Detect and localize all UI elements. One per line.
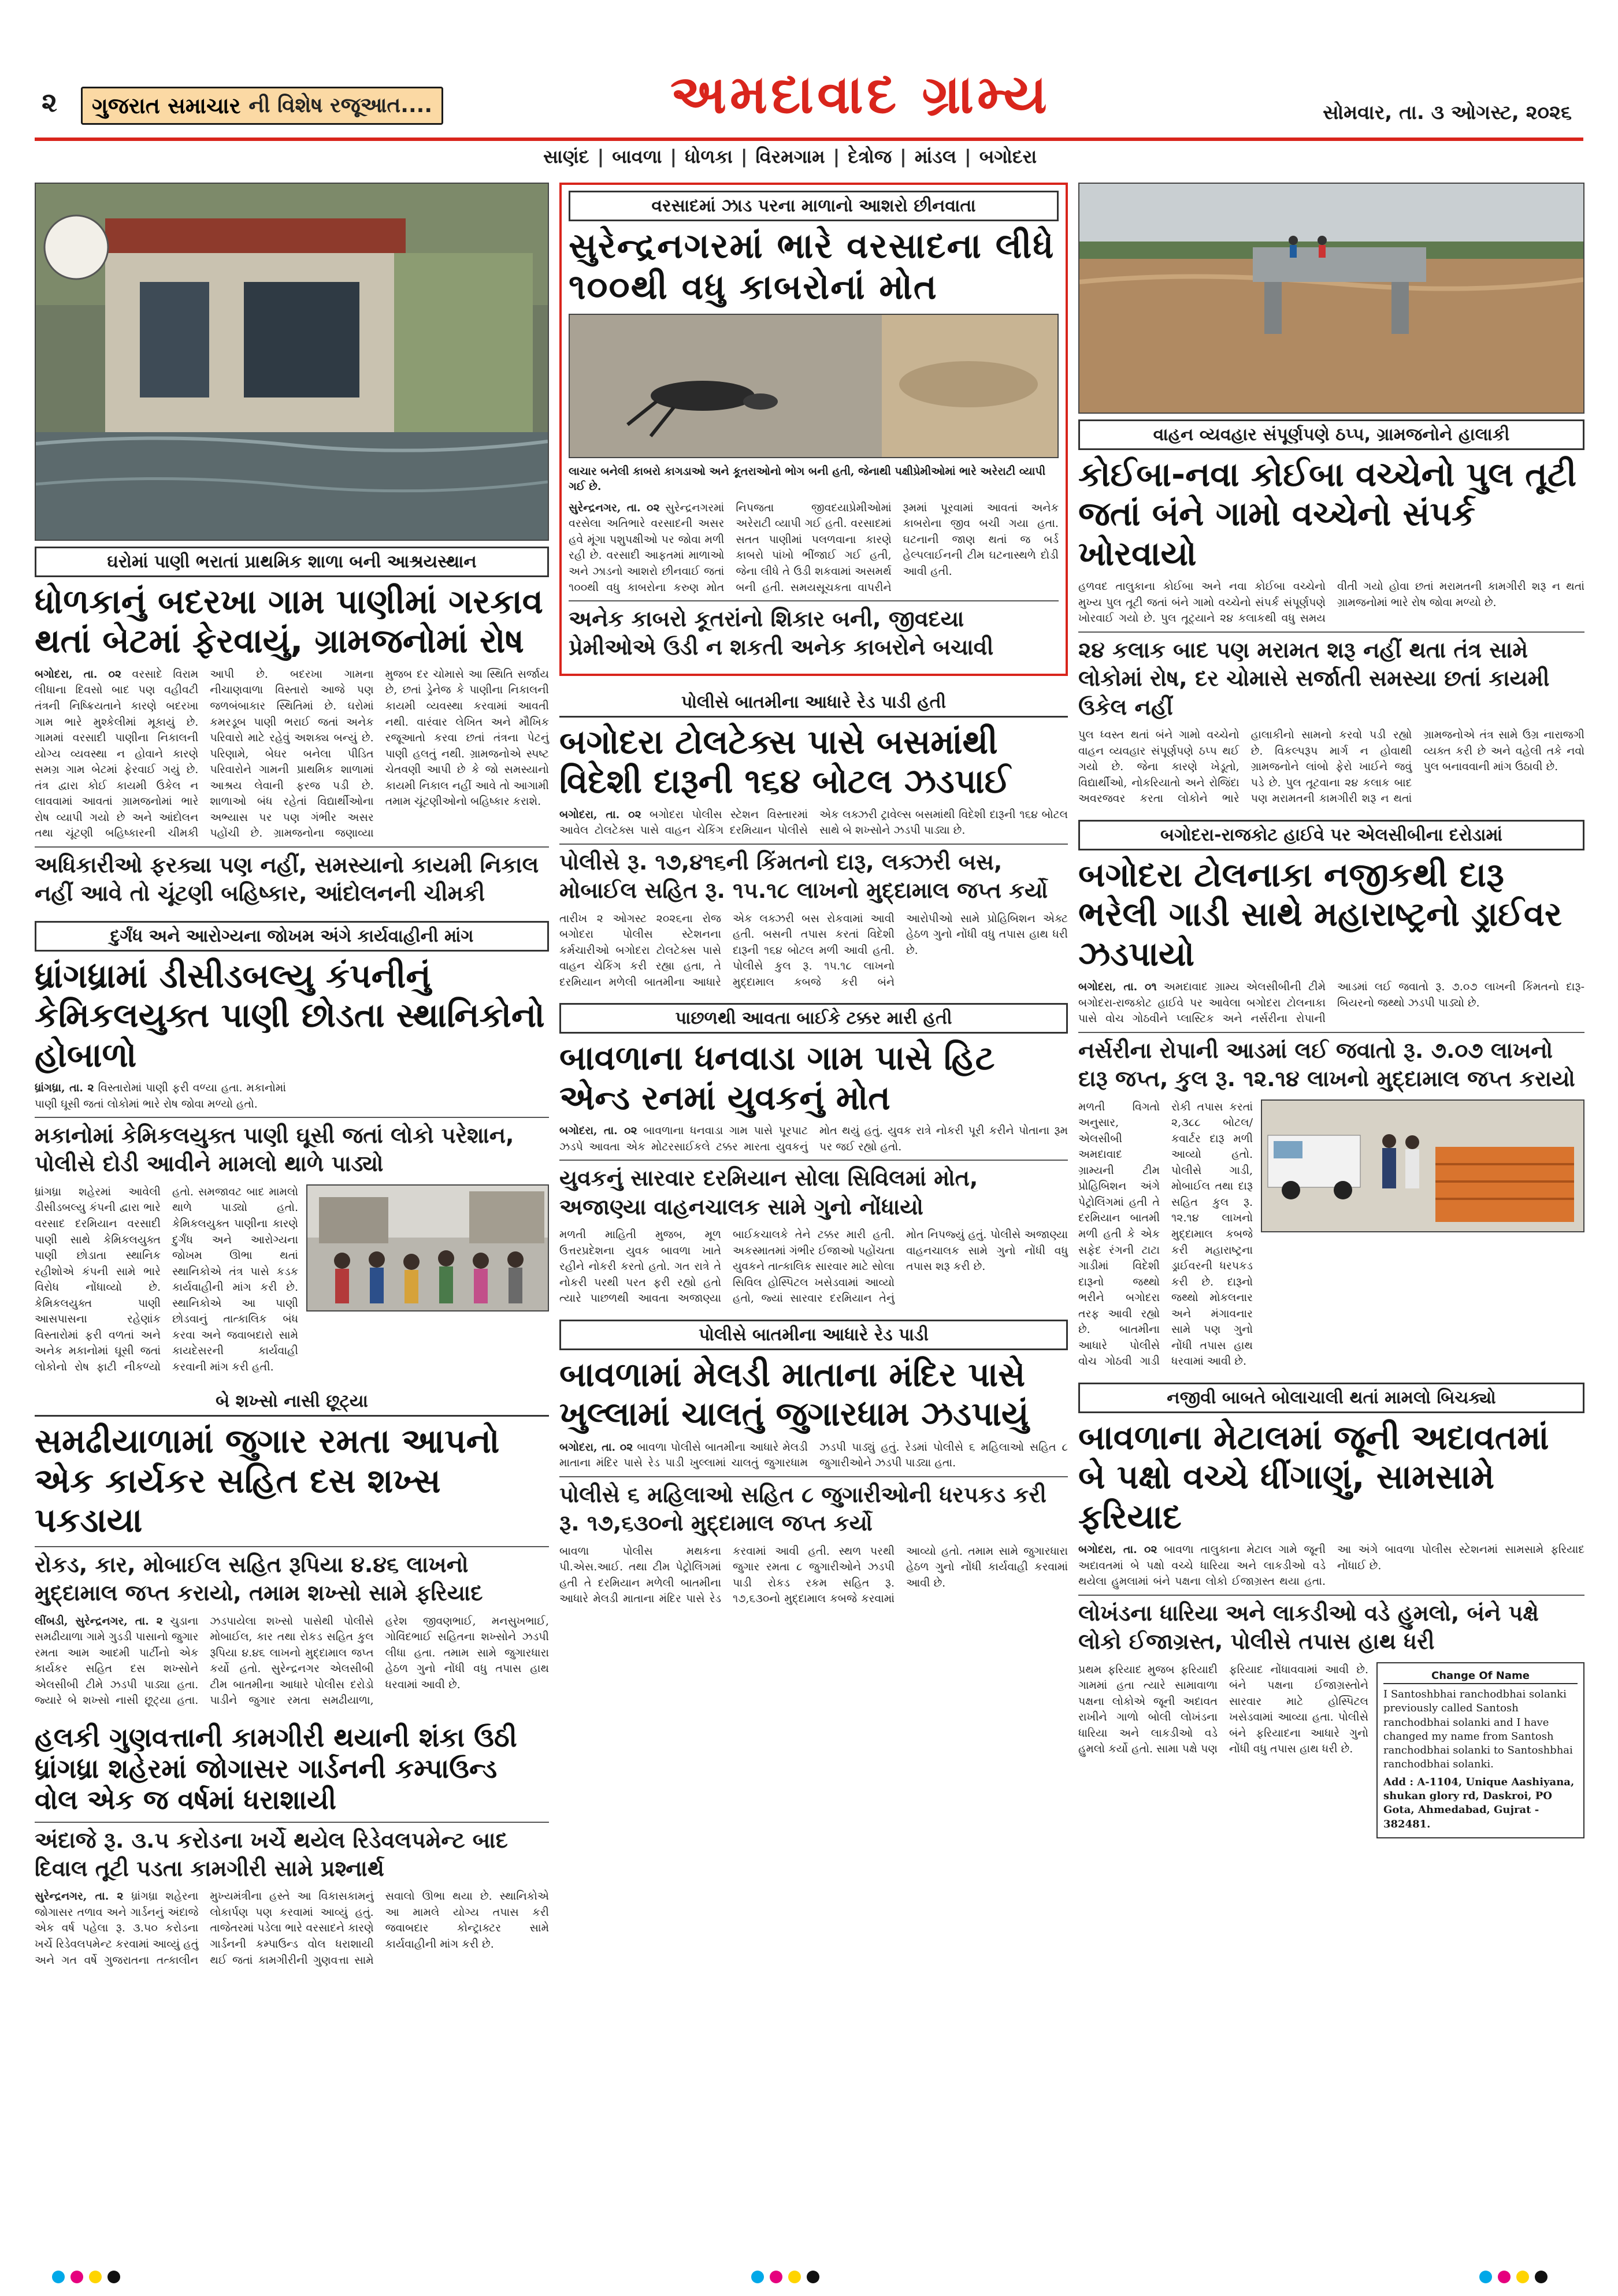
subhead: મકાનોમાં કેમિકલયુક્ત પાણી ઘૂસી જતાં લોકો પરેશાન, પોલીસે દોડી આવીને મામલો થાળે પાડ્યો <box>35 1117 549 1179</box>
article-text: હળવદ તાલુકાના કોઈબા અને નવા કોઈબા વચ્ચેનો મુખ્ય પુલ તૂટી જતાં બંને ગામો વચ્ચેનો સંપર્ક સંપૂર્ણપણે ખોરવાઈ ગયો છે. પુલ તૂટ્યાને ૨૪ કલાકથી વધુ સમય વીતી ગયો હોવા છતાં મરામતની કામગીરી શરૂ ન થતાં ગ્રામજનોમાં ભારે રોષ જોવા મળ્યો છે. <box>1078 580 1584 625</box>
left-column <box>35 183 549 1981</box>
town-sanand: સાણંદ <box>543 146 589 168</box>
masthead <box>0 0 1618 133</box>
article-text: મળતી માહિતી મુજબ, મૂળ ઉત્તરપ્રદેશના યુવક બાવળા ખાતે રહીને નોકરી કરતો હતો. ગત રાત્રે તે નોકરી પરથી પરત ફરી રહ્યો હતો ત્યારે પાછળથી આવતા અજાણ્યા બાઈકચાલકે તેને ટક્કર મારી હતી. અકસ્માતમાં ગંભીર ઈજાઓ પહોંચતા યુવકને તાત્કાલિક સારવાર માટે સોલા સિવિલ હોસ્પિટલ ખસેડવામાં આવ્યો હતો, જ્યાં સારવાર દરમિયાન તેનું મોત નિપજ્યું હતું. પોલીસે અજાણ્યા વાહનચાલક સામે ગુનો નોંધી વધુ તપાસ શરૂ કરી છે. <box>559 1228 1068 1305</box>
article-text: મળતી વિગતો અનુસાર, એલસીબી અમદાવાદ ગ્રામ્યની ટીમ પ્રોહિબિશન અંગે પેટ્રોલિંગમાં હતી તે દરમિયાન બાતમી મળી હતી કે એક સફેદ રંગની ટાટા ગાડીમાં વિદેશી દારૂનો જથ્થો ભરીને બગોદરા તરફ આવી રહ્યો છે. બાતમીના આધારે પોલીસે વોચ ગોઠવી ગાડી રોકી તપાસ કરતાં ૨,૩૮૮ બોટલ/કવાર્ટર દારૂ મળી આવ્યો હતો. પોલીસે ગાડી, મોબાઈલ તથા દારૂ સહિત કુલ રૂ. ૧૨.૧૪ લાખનો મુદ્દામાલ કબજે કરી મહારાષ્ટ્રના ડ્રાઈવરની ધરપકડ કરી છે. દારૂનો જથ્થો મોકલનાર અને મંગાવનાર સામે પણ ગુનો નોંધી તપાસ હાથ ધરવામાં આવી છે. <box>1078 1100 1253 1368</box>
registration-dot <box>788 2271 801 2283</box>
kicker: પોલીસે બાતમીના આધારે રેડ પાડી હતી <box>559 689 1068 718</box>
article-body <box>559 1544 1068 1607</box>
dcw-chemical-story <box>35 921 549 1376</box>
subhead: યુવકનું સારવાર દરમિયાન સોલા સિવિલમાં મોત, અજાણ્યા વાહનચાલક સામે ગુનો નોંધાયો <box>559 1160 1068 1221</box>
article-intro <box>559 807 1068 839</box>
print-marks-right <box>1479 2271 1548 2283</box>
kicker: વરસાદમાં ઝાડ પરના માળાનો આશરો છીનવાતા <box>569 191 1059 221</box>
dhanwada-hit-and-run-story <box>559 1003 1068 1306</box>
dateline: સુરેન્દ્રનગર, તા. ૨ <box>35 1890 124 1903</box>
town-bavla: | બાવળા <box>589 146 662 168</box>
right-column <box>1078 183 1584 1838</box>
notice-address: Add : A-1104, Unique Aashiyana, shukan glory rd, Daskroi, PO Gota, Ahmedabad, Gujrat - 382481. <box>1383 1775 1575 1830</box>
bagodara-toll-liquor-story <box>1078 820 1584 1370</box>
registration-dot <box>751 2271 764 2283</box>
article-body <box>569 500 1059 596</box>
crowd-illustration <box>307 1186 548 1310</box>
registration-dot <box>1498 2271 1511 2283</box>
subhead: પોલીસે ૬ મહિલાઓ સહિત ૮ જુગારીઓની ધરપકડ કરી રૂ. ૧૭,૬૩૦નો મુદ્દામાલ જપ્ત કર્યો <box>559 1476 1068 1538</box>
headline: સમઢીયાળામાં જુગાર રમતા આપનો એક કાર્યકર સહિત દસ શખ્સ પકડાયા <box>35 1421 500 1540</box>
koiba-bridge-story <box>1078 183 1584 807</box>
notice-text: I Santoshbhai ranchodbhai solanki previously called Santosh ranchodbhai solanki and I have changed my name from Santosh ranchodbhai solanki to Santoshbhai ranchodbhai solanki. <box>1383 1688 1573 1771</box>
headline: બાવળામાં મેલડી માતાના મંદિર પાસે ખુલ્લામાં ચાલતું જુગારધામ ઝડપાયું <box>559 1354 1029 1434</box>
kicker: બે શખ્સો નાસી છૂટ્યા <box>35 1388 549 1417</box>
article-intro <box>1078 1542 1584 1590</box>
town-dholka: | ધોળકા <box>662 146 733 168</box>
registration-dot <box>52 2271 65 2283</box>
brand-logo: ગુજરાત સમાચાર <box>92 92 241 118</box>
article-body <box>559 911 1068 991</box>
headline: બગોદરા ટોલનાકા નજીકથી દારૂ ભરેલી ગાડી સાથે મહારાષ્ટ્રનો ડ્રાઈવર ઝડપાયો <box>1078 855 1562 974</box>
article-body <box>35 667 549 842</box>
article-intro <box>559 1440 1068 1472</box>
subhead: રોકડ, કાર, મોબાઈલ સહિત રૂપિયા ૪.૪૬ લાખનો મુદ્દામાલ જપ્ત કરાયો, તમામ શખ્સો સામે ફરિયાદ <box>35 1546 549 1608</box>
dateline: લીંબડી, સુરેન્દ્રનગર, તા. ૨ <box>35 1614 163 1628</box>
article-intro <box>559 1123 1068 1155</box>
article-body <box>1078 1099 1253 1370</box>
brand-tag: ની વિશેષ રજૂઆત.... <box>248 94 433 117</box>
kicker: પાછળથી આવતા બાઈકે ટક્કર મારી હતી <box>559 1003 1068 1034</box>
birds-death-story <box>559 183 1068 676</box>
article-text: પુલ ધ્વસ્ત થતાં બંને ગામો વચ્ચેનો વાહન વ્યવહાર સંપૂર્ણપણે ઠપ્પ થઈ ગયો છે. જેના કારણે ખેડૂતો, વિદ્યાર્થીઓ, નોકરિયાતો અને રોજિંદા અવરજવર કરતા લોકોને ભારે હાલાકીનો સામનો કરવો પડી રહ્યો છે. વિકલ્પરૂપ માર્ગ ન હોવાથી ગ્રામજનોને લાંબો ફેરો ખાઈને જવું પડે છે. પુલ તૂટવાના ૨૪ કલાક બાદ પણ મરામતની કામગીરી શરૂ ન થતાં ગ્રામજનોએ તંત્ર સામે ઉગ્ર નારાજગી વ્યક્ત કરી છે અને વહેલી તકે નવો પુલ બનાવવાની માંગ ઉઠાવી છે. <box>1078 729 1584 805</box>
article-body <box>35 1889 549 1968</box>
edition-title: અમદાવાદ ગ્રામ્ય <box>670 64 1051 125</box>
notice-title: Change Of Name <box>1383 1669 1578 1684</box>
photo-caption: લાચાર બનેલી કાબરો કાગડાઓ અને કૂતરાઓનો ભોગ બની હતી, જેનાથી પક્ષીપ્રેમીઓમાં ભારે અરેરાટી વ્યાપી ગઈ છે. <box>569 465 1046 493</box>
headline: હલકી ગુણવત્તાની કામગીરી થયાની શંકા ઉઠી ધ્રાંગધ્રા શહેરમાં જોગાસર ગાર્ડનની કમ્પાઉન્ડ વોલ એક જ વર્ષમાં ધરાશાયી <box>35 1721 517 1816</box>
subhead: અનેક કાબરો કૂતરાંનો શિકાર બની, જીવદયા પ્રેમીઓએ ઉડી ન શકતી અનેક કાબરોને બચાવી <box>569 600 1059 662</box>
article-text: બાવળા તાલુકાના મેટાલ ગામે જૂની અદાવતમાં બે પક્ષો વચ્ચે ધારિયા અને લાકડીઓ વડે થયેલા હુમલામાં બંને પક્ષના લોકો ઈજાગ્રસ્ત થયા હતા. આ અંગે બાવળા પોલીસ સ્ટેશનમાં સામસામે ફરિયાદ નોંધાઈ છે. <box>1078 1543 1584 1588</box>
registration-dot <box>1516 2271 1529 2283</box>
kicker: પોલીસે બાતમીના આધારે રેડ પાડી <box>559 1320 1068 1350</box>
seized-liquor-photo <box>1261 1099 1584 1232</box>
article-intro <box>1078 979 1584 1027</box>
registration-dot <box>807 2271 819 2283</box>
registration-dot <box>89 2271 102 2283</box>
article-text: સુરેન્દ્રનગરમાં વરસેલા અતિભારે વરસાદની અસર હવે મૂંગા પશુપક્ષીઓ પર જોવા મળી રહી છે. વરસાદી આફતમાં માળાઓ અને ઝાડનો આશરો છીનવાઈ જતાં ૧૦૦થી વધુ કાબરોના કરુણ મોત નિપજતા જીવદયાપ્રેમીઓમાં અરેરાટી વ્યાપી ગઈ હતી. વરસાદમાં સતત પાણીમાં પલળવાના કારણે કાબરો પાંખો ભીંજાઈ ગઈ હતી, જેના લીધે તે ઉડી શકવામાં અસમર્થ બની હતી. સમયસૂચકતા વાપરીને રૂમમાં પૂરવામાં આવતાં અનેક કાબરોના જીવ બચી ગયા હતા. ઘટનાની જાણ થતાં જ બર્ડ હેલ્પલાઈનની ટીમ ઘટનાસ્થળે દોડી આવી હતી. <box>569 501 1059 594</box>
badarkha-flood-story <box>35 183 549 908</box>
town-detroj: | દેત્રોજ <box>825 146 892 168</box>
kicker: ઘરોમાં પાણી ભરાતાં પ્રાથમિક શાળા બની આશ્રયસ્થાન <box>35 547 549 577</box>
headline: ધોળકાનું બદરખા ગામ પાણીમાં ગરકાવ થતાં બેટમાં ફેરવાયું, ગ્રામજનોમાં રોષ <box>35 582 543 661</box>
article-body <box>1078 1662 1368 1758</box>
headline: બાવળાના મેટાલમાં જૂની અદાવતમાં બે પક્ષો વચ્ચે ધીંગાણું, સામસામે ફરિયાદ <box>1078 1417 1549 1536</box>
article-intro <box>1078 579 1584 627</box>
jogasar-wall-story <box>35 1722 549 1968</box>
page-number: ૨ <box>42 87 58 118</box>
registration-dot <box>1479 2271 1492 2283</box>
article-text: પ્રથમ ફરિયાદ મુજબ ફરિયાદી ગામમાં હતા ત્યારે સામાવાળા પક્ષના લોકોએ જૂની અદાવત રાખીને ગાળો બોલી લોખંડના ધારિયા અને લાકડીઓ વડે હુમલો કર્યો હતો. સામા પક્ષે પણ ફરિયાદ નોંધાવવામાં આવી છે. બંને પક્ષના ઈજાગ્રસ્તોને સારવાર માટે હોસ્પિટલ ખસેડવામાં આવ્યા હતા. પોલીસે બંને ફરિયાદના આધારે ગુનો નોંધી વધુ તપાસ હાથ ધરી છે. <box>1078 1663 1368 1756</box>
change-of-name-notice <box>1376 1662 1584 1838</box>
headline: ધ્રાંગધ્રામાં ડીસીડબલ્યુ કંપનીનું કેમિકલયુક્ત પાણી છોડતા સ્થાનિકોનો હોબાળો <box>35 956 545 1075</box>
headline: બાવળાના ધનવાડા ગામ પાસે હિટ એન્ડ રનમાં યુવકનું મોત <box>559 1038 995 1117</box>
masthead-rule <box>35 138 1583 141</box>
kicker: દુર્ગંધ અને આરોગ્યના જોખમ અંગે કાર્યવાહીની માંગ <box>35 921 549 952</box>
kicker: વાહન વ્યવહાર સંપૂર્ણપણે ઠપ્પ, ગ્રામજનોને હાલાકી <box>1078 419 1584 450</box>
town-viramgam: | વિરમગામ <box>733 146 825 168</box>
article-text: વરસાદે વિરામ લીધાના દિવસો બાદ પણ વહીવટી તંત્રની નિષ્ક્રિયતાને કારણે બદરખા ગામ ભારે મુશ્કેલીમાં મૂકાયું છે. ગામમાં વરસાદી પાણીના નિકાલની યોગ્ય વ્યવસ્થા ન હોવાને કારણે સમગ્ર ગામ બેટમાં ફેરવાઈ ગયું છે. તંત્ર દ્વારા કોઈ કાયમી ઉકેલ ન લાવવામાં આવતાં ગ્રામજનોમાં ભારે રોષ વ્યાપી ગયો છે અને આંદોલન તથા ચૂંટણી બહિષ્કારની ચીમકી આપી છે. બદરખા ગામના નીચાણવાળા વિસ્તારો આજે પણ જળબંબાકાર સ્થિતિમાં છે. ઘરોમાં કમરડૂબ પાણી ભરાઈ જતાં અનેક પરિવારો માટે રહેવું અશક્ય બન્યું છે. પરિણામે, બેઘર બનેલા પીડિત પરિવારોને ગામની પ્રાથમિક શાળામાં આશ્રય લેવાની ફરજ પડી છે. શાળાઓ બંધ રહેતાં વિદ્યાર્થીઓના અભ્યાસ પર પણ ગંભીર અસર પહોંચી છે. ગ્રામજનોના જણાવ્યા મુજબ દર ચોમાસે આ સ્થિતિ સર્જાય છે, છતાં ડ્રેનેજ કે પાણીના નિકાલની કાયમી વ્યવસ્થા કરવામાં આવતી નથી. વારંવાર લેખિત અને મૌખિક રજૂઆતો કરવા છતાં તંત્રના પેટનું પાણી હલતું નથી. ગ્રામજનોએ સ્પષ્ટ ચેતવણી આપી છે કે જો સમસ્યાનો કાયમી નિકાલ નહીં આવે તો આગામી તમામ ચૂંટણીઓનો બહિષ્કાર કરાશે. <box>35 667 549 840</box>
bagodara-liquor-bus-story <box>559 689 1068 990</box>
headline: કોઈબા-નવા કોઈબા વચ્ચેનો પુલ તૂટી જતાં બંને ગામો વચ્ચેનો સંપર્ક ખોરવાયો <box>1078 455 1577 573</box>
dateline: બગોદરા, તા. ૦૨ <box>559 808 641 821</box>
subhead: ૨૪ કલાક બાદ પણ મરામત શરૂ નહીં થતા તંત્ર સામે લોકોમાં રોષ, દર ચોમાસે સર્જાતી સમસ્યા છતાં કાયમી ઉકેલ નહીં <box>1078 631 1584 722</box>
towns-bar <box>543 146 1037 168</box>
article-text: ધ્રાંગધ્રા શહેરમાં આવેલી ડીસીડબલ્યુ કંપની દ્વારા ભારે વરસાદ દરમિયાન વરસાદી પાણી સાથે કેમિકલયુક્ત પાણી છોડાતા સ્થાનિક રહીશોએ કંપની સામે ભારે વિરોધ નોંધાવ્યો છે. કેમિકલયુક્ત પાણી આસપાસના રહેણાંક વિસ્તારોમાં ફરી વળતાં અને અનેક મકાનોમાં ઘૂસી જતાં લોકોનો રોષ ફાટી નીકળ્યો હતો. સમજાવટ બાદ મામલો થાળે પાડ્યો હતો. કેમિકલયુક્ત પાણીના કારણે દુર્ગંધ અને આરોગ્યના જોખમ ઊભા થતાં સ્થાનિકોએ તંત્ર પાસે કડક કાર્યવાહીની માંગ કરી છે. સ્થાનિકોએ આ પાણી છોડવાનું તાત્કાલિક બંધ કરવા અને જવાબદારો સામે કાયદેસરની કાર્યવાહી કરવાની માંગ કરી હતી. <box>35 1185 298 1373</box>
dateline: બગોદરા, તા. ૦૨ <box>35 667 122 681</box>
broken-bridge-photo <box>1078 183 1584 414</box>
article-body <box>559 1227 1068 1307</box>
dateline: બગોદરા, તા. ૦૨ <box>1078 1543 1157 1556</box>
headline: બગોદરા ટોલટેક્સ પાસે બસમાંથી વિદેશી દારૂની ૧૬૪ બોટલ ઝડપાઈ <box>559 722 1011 801</box>
print-marks-center <box>751 2271 819 2283</box>
kicker: બગોદરા-રાજકોટ હાઈવે પર એલસીબીના દરોડામાં <box>1078 820 1584 850</box>
town-bagodara: | બગોદરા <box>956 146 1037 168</box>
article-text: ચુડાના સમઢીયાળા ગામે ગુડડી પાસાનો જુગાર રમતા આમ આદમી પાર્ટીનો એક કાર્યકર સહિત દસ શખ્સોને એલસીબી ટીમે ઝડપી પાડ્યા હતા. જ્યારે બે શખ્સો નાસી છૂટ્યા હતા. ઝડપાયેલા શખ્સો પાસેથી પોલીસે મોબાઈલ, કાર તથા રોકડ સહિત કુલ રૂપિયા ૪.૪૬ લાખનો મુદ્દામાલ જપ્ત કર્યો હતો. સુરેન્દ્રનગર એલસીબી ટીમ બાતમીના આધારે પોલીસ દરોડો પાડીને જુગાર રમતા સમઢીયાળા, હરેશ જીવણભાઈ, મનસુખભાઈ, ગોવિંદભાઈ સહિતના શખ્સોને ઝડપી લીધા હતા. તમામ સામે જુગારધારા હેઠળ ગુનો નોંધી વધુ તપાસ હાથ ધરવામાં આવી છે. <box>35 1614 549 1707</box>
bavla-gambling-den-story <box>559 1320 1068 1607</box>
dateline: બગોદરા, તા. ૦૨ <box>559 1440 633 1454</box>
dead-birds-illustration <box>570 315 1059 457</box>
dateline: બગોદરા, તા. ૦૨ <box>559 1124 637 1138</box>
headline: સુરેન્દ્રનગરમાં ભારે વરસાદના લીધે ૧૦૦થી વધુ કાબરોનાં મોત <box>569 226 1055 307</box>
article-text: બાવળા પોલીસે બાતમીના આધારે મેલડી માતાના મંદિર પાસે રેડ પાડી ખુલ્લામાં ચાલતું જુગારધામ ઝડપી પાડ્યું હતું. રેડમાં પોલીસે ૬ મહિલાઓ સહિત ૮ જુગારીઓને ઝડપી પાડ્યા હતા. <box>559 1440 1068 1470</box>
subhead: નર્સરીના રોપાની આડમાં લઈ જવાતો રૂ. ૭.૦૭ લાખનો દારૂ જપ્ત, કુલ રૂ. ૧૨.૧૪ લાખનો મુદ્દામાલ જપ્ત કરાયો <box>1078 1032 1584 1094</box>
crowd-photo <box>306 1184 549 1312</box>
dateline: બગોદરા, તા. ૦૧ <box>1078 980 1157 994</box>
article-body <box>1078 727 1584 807</box>
registration-dot <box>770 2271 782 2283</box>
article-text: વિસ્તારોમાં પાણી ફરી વળ્યા હતા. મકાનોમાં પાણી ઘૂસી જતાં લોકોમાં ભારે રોષ જોવા મળ્યો હતો. <box>35 1081 286 1110</box>
school-flood-illustration <box>36 184 548 540</box>
subhead: અંદાજે રૂ. ૩.૫ કરોડના ખર્ચે થયેલ રિડેવલપમેન્ટ બાદ દિવાલ તૂટી પડતા કામગીરી સામે પ્રશ્નાર્થ <box>35 1822 549 1883</box>
school-flood-photo <box>35 183 549 541</box>
registration-dot <box>107 2271 120 2283</box>
article-body <box>35 1184 298 1376</box>
dead-birds-photo <box>569 314 1059 458</box>
registration-dot <box>1535 2271 1548 2283</box>
subhead: અધિકારીઓ ફરક્યા પણ નહીં, સમસ્યાનો કાયમી નિકાલ નહીં આવે તો ચૂંટણી બહિષ્કાર, આંદોલનની ચીમકી <box>35 846 549 908</box>
broken-bridge-illustration <box>1079 184 1583 413</box>
dateline: ધ્રાંગધ્રા, તા. ૨ <box>35 1081 94 1094</box>
seized-liquor-illustration <box>1262 1101 1583 1231</box>
dateline: સુરેન્દ્રનગર, તા. ૦૨ <box>569 501 660 514</box>
article-text: બાવળાના ધનવાડા ગામ પાસે પૂરપાટ ઝડપે આવતા એક મોટરસાઈકલે ટક્કર મારતા યુવકનું મોત થયું હતું. યુવક રાત્રે નોકરી પૂરી કરીને પોતાના રૂમ પર જઈ રહ્યો હતો. <box>559 1124 1068 1153</box>
print-marks-left <box>52 2271 120 2283</box>
metal-village-clash-story <box>1078 1383 1584 1830</box>
article-text: તારીખ ૨ ઓગસ્ટ ૨૦૨૬ના રોજ બગોદરા પોલીસ સ્ટેશનના કર્મચારીઓ બગોદરા ટોલટેક્સ પાસે વાહન ચેકિંગ કરી રહ્યા હતા, તે દરમિયાન મળેલી બાતમીના આધારે એક લક્ઝરી બસ રોકવામાં આવી હતી. બસની તપાસ કરતાં વિદેશી દારૂની ૧૬૪ બોટલ મળી આવી હતી. પોલીસે કુલ રૂ. ૧૫.૧૮ લાખનો મુદ્દામાલ કબજે કરી બંને આરોપીઓ સામે પ્રોહિબિશન એક્ટ હેઠળ ગુનો નોંધી વધુ તપાસ હાથ ધરી છે. <box>559 912 1068 989</box>
article-intro <box>35 1080 549 1112</box>
subhead: લોખંડના ધારિયા અને લાકડીઓ વડે હુમલો, બંને પક્ષે લોકો ઈજાગ્રસ્ત, પોલીસે તપાસ હાથ ધરી <box>1078 1595 1584 1656</box>
town-mandal: | માંડલ <box>892 146 956 168</box>
article-text: બગોદરા પોલીસ સ્ટેશન વિસ્તારમાં આવેલ ટોલટેક્સ પાસે વાહન ચેકિંગ દરમિયાન પોલીસે એક લક્ઝરી ટ્રાવેલ્સ બસમાંથી વિદેશી દારૂની ૧૬૪ બોટલ સાથે બે શખ્સોને ઝડપી પાડ્યા છે. <box>559 808 1068 837</box>
article-text: ધ્રાંગધ્રા શહેરના જોગાસર તળાવ અને ગાર્ડનનું અંદાજે એક વર્ષ પહેલા રૂ. ૩.૫૦ કરોડના ખર્ચે રિડેવલપમેન્ટ કરવામાં આવ્યું હતું અને ગત વર્ષે ગુજરાતના તત્કાલીન મુખ્યમંત્રીના હસ્તે આ વિકાસકામનું લોકાર્પણ પણ કરવામાં આવ્યું હતું. તાજેતરમાં પડેલા ભારે વરસાદને કારણે ગાર્ડનની કમ્પાઉન્ડ વોલ ધરાશાયી થઈ જતાં કામગીરીની ગુણવત્તા સામે સવાલો ઊભા થયા છે. સ્થાનિકોએ આ મામલે યોગ્ય તપાસ કરી જવાબદાર કોન્ટ્રાક્ટર સામે કાર્યવાહીની માંગ કરી છે. <box>35 1890 549 1967</box>
article-text: બાવળા પોલીસ મથકના પી.એસ.આઈ. તથા ટીમ પેટ્રોલિંગમાં હતી તે દરમિયાન મળેલી બાતમીના આધારે મેલડી માતાના મંદિર પાસે રેડ કરવામાં આવી હતી. સ્થળ પરથી જુગાર રમતા ૮ જુગારીઓને ઝડપી પાડી રોકડ રકમ સહિત રૂ. ૧૭,૬૩૦નો મુદ્દામાલ કબજે કરવામાં આવ્યો હતો. તમામ સામે જુગારધારા હેઠળ ગુનો નોંધી કાર્યવાહી કરવામાં આવી છે. <box>559 1544 1068 1606</box>
brand-box <box>81 87 443 125</box>
middle-column <box>559 183 1068 1620</box>
article-text: અમદાવાદ ગ્રામ્ય એલસીબીની ટીમે બગોદરા-રાજકોટ હાઈવે પર આવેલા બગોદરા ટોલનાકા પાસે વોચ ગોઠવીને પ્લાસ્ટિક અને નર્સરીના રોપાની આડમાં લઈ જવાતો રૂ. ૭.૦૭ લાખની કિંમતનો દારૂ-બિયરનો જથ્થો ઝડપી પાડ્યો છે. <box>1078 980 1584 1026</box>
subhead: પોલીસે રૂ. ૧૭,૪૧૬ની કિંમતનો દારૂ, લક્ઝરી બસ, મોબાઈલ સહિત રૂ. ૧૫.૧૮ લાખનો મુદ્દામાલ જપ્ત કર્યો <box>559 844 1068 905</box>
date-line: સોમવાર, તા. ૩ ઓગસ્ટ, ૨૦૨૬ <box>1323 101 1572 124</box>
kicker: નજીવી બાબતે બોલાચાલી થતાં મામલો બિચક્યો <box>1078 1383 1584 1413</box>
article-body <box>35 1614 549 1709</box>
samadhiyala-gambling-story <box>35 1388 549 1708</box>
registration-dot <box>70 2271 83 2283</box>
